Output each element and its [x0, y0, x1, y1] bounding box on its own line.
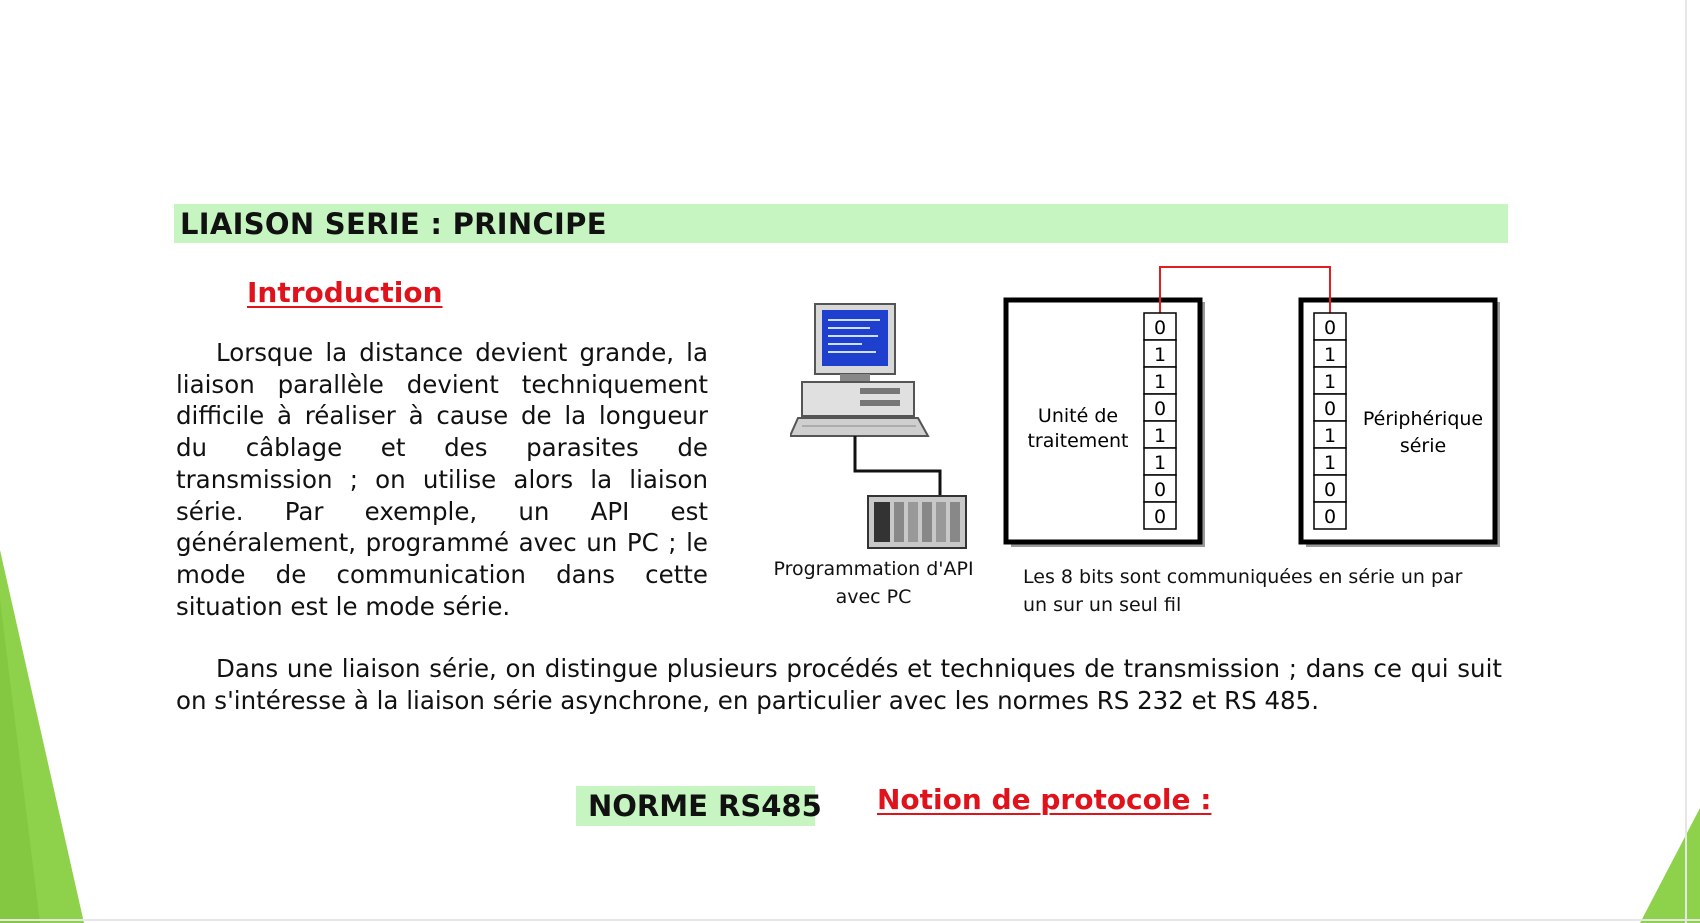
- bit-value-left: 0: [1153, 479, 1167, 501]
- computer-case-icon: [802, 382, 914, 416]
- bit-value-right: 0: [1323, 479, 1337, 501]
- bit-value-left: 1: [1153, 452, 1167, 474]
- serial-caption-line1: Les 8 bits sont communiquées en série un par: [1023, 566, 1463, 588]
- serial-device-label-line1: Périphérique: [1362, 408, 1484, 430]
- protocol-heading: Notion de protocole :: [877, 783, 1212, 816]
- connection-cable: [855, 436, 940, 496]
- serial-figure-caption: [1023, 563, 1513, 619]
- serial-caption-line2: un sur un seul fil: [1023, 594, 1182, 616]
- section-title: LIAISON SERIE : PRINCIPE: [180, 207, 607, 241]
- monitor-screen: [822, 310, 888, 366]
- pc-plc-illustration: [790, 296, 970, 556]
- keyboard-icon: [790, 418, 928, 436]
- bit-value-right: 0: [1323, 506, 1337, 528]
- bit-value-left: 0: [1153, 398, 1167, 420]
- introduction-heading: Introduction: [247, 276, 443, 309]
- transmission-paragraph: Dans une liaison série, on distingue plusieurs procédés et techniques de transmission ; dans ce qui suit on s'intéresse à la liaison série asynchrone, en particulier avec les normes RS 232 et RS 485.: [176, 654, 1502, 715]
- processing-unit-label-line2: traitement: [1027, 430, 1129, 452]
- pc-caption-line1: Programmation d'API: [773, 558, 974, 580]
- pc-caption-line2: avec PC: [835, 586, 912, 608]
- norme-rs485-label: NORME RS485: [588, 789, 822, 823]
- bit-value-right: 0: [1323, 398, 1337, 420]
- bit-value-left: 0: [1153, 317, 1167, 339]
- pc-figure-caption: [771, 555, 976, 611]
- bit-value-right: 1: [1323, 371, 1337, 393]
- bit-value-left: 1: [1153, 425, 1167, 447]
- right-green-triangle: [1640, 808, 1700, 923]
- processing-unit-label-line1: Unité de: [1037, 405, 1119, 427]
- introduction-paragraph: Lorsque la distance devient grande, la liaison parallèle devient techniquement difficile à réaliser à cause de la longueur du câblage et des parasites de transmission ; on utilise alors la liaison série. Par exemple, un API est généralement, programmé avec un PC ; le mode de communication dans cette situation est le mode série.: [176, 338, 708, 621]
- bit-value-right: 0: [1323, 317, 1337, 339]
- bits-column-left: [1144, 313, 1176, 529]
- bit-value-left: 0: [1153, 506, 1167, 528]
- bit-value-left: 1: [1153, 371, 1167, 393]
- serial-device-label-line2: série: [1399, 435, 1447, 457]
- serial-transmission-diagram: [1000, 260, 1510, 560]
- bit-value-left: 1: [1153, 344, 1167, 366]
- bit-value-right: 1: [1323, 452, 1337, 474]
- bit-value-right: 1: [1323, 344, 1337, 366]
- bits-column-right: [1314, 313, 1346, 529]
- bit-value-right: 1: [1323, 425, 1337, 447]
